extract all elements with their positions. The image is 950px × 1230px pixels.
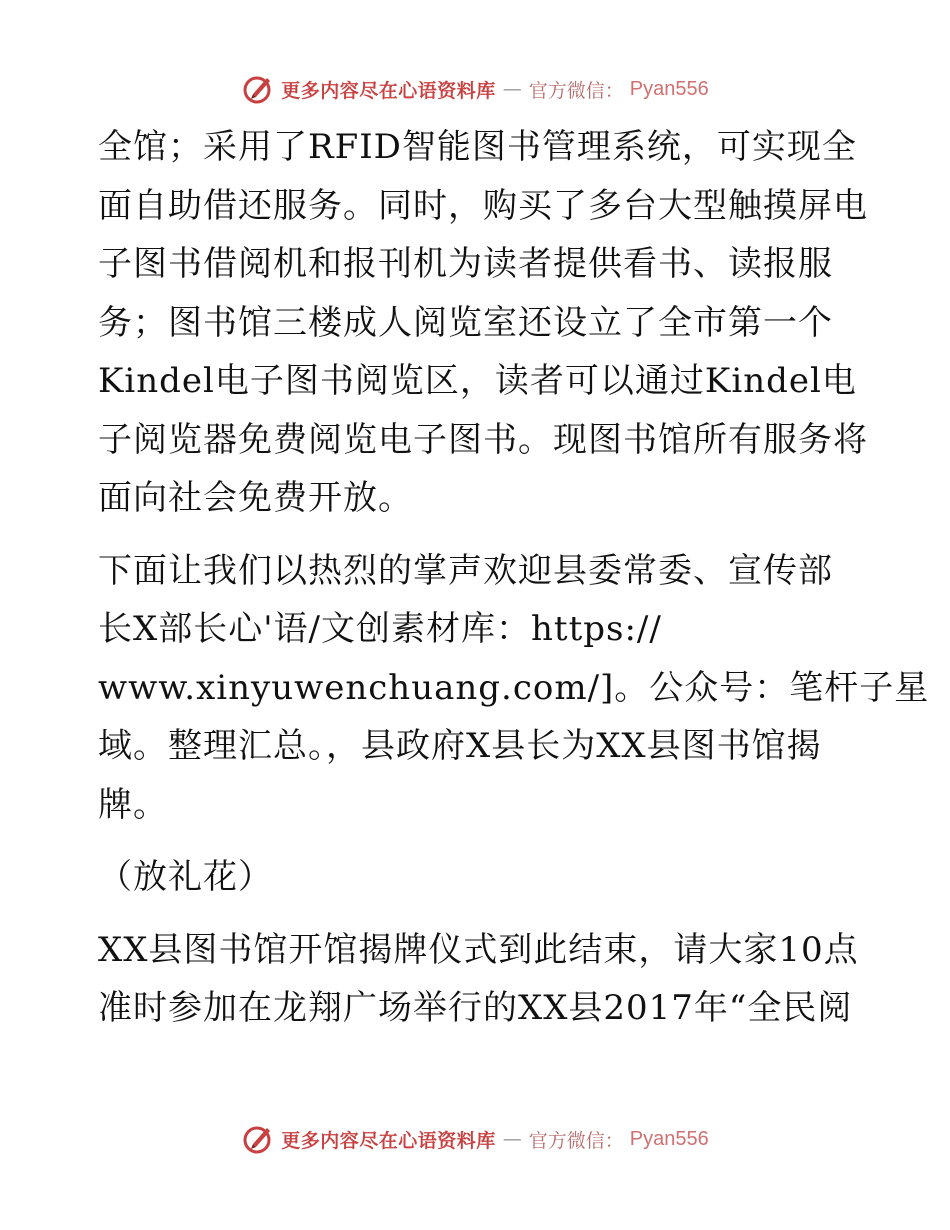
text-line: 全馆；采用了RFID智能图书管理系统，可实现全 xyxy=(98,127,857,167)
text-line: （放礼花） xyxy=(98,857,273,897)
paragraph-4 xyxy=(98,921,858,1038)
paragraph-spacer xyxy=(98,528,858,542)
text-line: 面向社会免费开放。 xyxy=(98,478,413,518)
text-line: XX县图书馆开馆揭牌仪式到此结束，请大家10点 xyxy=(98,929,859,970)
pen-logo-icon xyxy=(241,72,275,106)
text-line: www.xinyuwenchuang.com/]。公众号：笔杆子星 xyxy=(98,667,930,708)
watermark-label: 官方微信： xyxy=(528,79,624,102)
header-watermark xyxy=(0,72,950,106)
text-line: 长X部长心'语/文创素材库：https:// xyxy=(98,609,662,649)
paragraph-3 xyxy=(98,848,858,907)
paragraph-2 xyxy=(98,542,930,835)
text-line: 面自助借还服务。同时，购买了多台大型触摸屏电 xyxy=(98,185,868,226)
text-line: 子阅览器免费阅览电子图书。现图书馆所有服务将 xyxy=(98,419,868,460)
text-line: 下面让我们以热烈的掌声欢迎县委常委、宣传部 xyxy=(98,550,833,591)
watermark-dash: — xyxy=(502,78,522,100)
text-line: 牌。 xyxy=(98,784,168,825)
pen-logo-icon xyxy=(241,1122,275,1156)
watermark-site: 更多内容尽在心语资料库 xyxy=(281,1129,496,1152)
watermark-id: Pyan556 xyxy=(629,1127,709,1150)
watermark-id: Pyan556 xyxy=(629,77,709,100)
watermark-site: 更多内容尽在心语资料库 xyxy=(281,79,496,102)
text-line: 子图书借阅机和报刊机为读者提供看书、读报服 xyxy=(98,244,833,284)
text-line: 务；图书馆三楼成人阅览室还设立了全市第一个 xyxy=(98,302,833,343)
watermark-label: 官方微信： xyxy=(528,1129,624,1152)
text-line: Kindel电子图书阅览区，读者可以通过Kindel电 xyxy=(98,361,857,401)
document-body xyxy=(98,118,930,1038)
paragraph-spacer xyxy=(98,834,858,848)
text-line: 域。整理汇总。，县政府X县长为XX县图书馆揭 xyxy=(98,726,822,766)
paragraph-1 xyxy=(98,118,868,528)
paragraph-spacer xyxy=(98,907,858,921)
watermark-dash: — xyxy=(502,1128,522,1150)
footer-watermark xyxy=(0,1122,950,1156)
text-line: 准时参加在龙翔广场举行的XX县2017年“全民阅 xyxy=(98,988,853,1028)
